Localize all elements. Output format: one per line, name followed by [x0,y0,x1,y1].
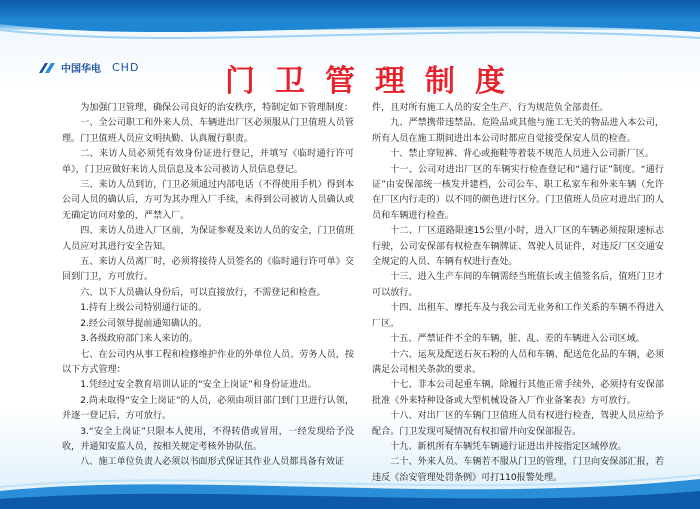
rule-paragraph: 件，且对所有施工人员的安全生产、行为规范负全部责任。 [372,103,609,113]
logo-text: 中国华电 [61,64,101,75]
top-wave-decoration [0,18,700,58]
rule-paragraph: 十二、厂区道路限速15公里/小时，进入厂区的车辆必须按限速标志行驶，公司安保部有权检查车辆牌证、驾驶人员证件，对违反厂区交通安全规定的人员、车辆有权进行查处。 [372,226,664,268]
rule-paragraph: 为加强门卫管理，确保公司良好的治安秩序，特制定如下管理制度： [80,103,354,113]
rule-paragraph: 十五、严禁证件不全的车辆，脏、乱、差的车辆进入公司区域。 [390,334,645,345]
bottom-wave-decoration [0,461,700,509]
rule-paragraph: 3.“安全上岗证”只限本人使用，不得转借或冒用，一经发现给予没收，并通知安监人员，按相关规定考核外协队伍。 [62,426,354,452]
rule-paragraph: 四、来访人员进入厂区前，为保证参观及来访人员的安全，门卫值班人员应对其进行安全告知。 [62,226,354,252]
rule-paragraph: 十六、运灰及配送石灰石粉的人员和车辆、配送危化品的车辆，必须满足公司相关条款的要求。 [372,349,664,375]
rule-paragraph: 八、施工单位负责人必须以书面形式保证其作业人员都具备有效证 [80,457,344,468]
rule-paragraph: 2.尚未取得“安全上岗证”的人员，必须由项目部门到门卫进行认领，并逐一登记后，方可放行。 [62,395,354,422]
rule-paragraph: 十七、非本公司起重车辆，除履行其他正常手续外，必须持有安保部批准《外来特种设备或大型机械设备入厂作业备案表》方可放行。 [372,380,664,406]
company-logo [38,60,139,75]
rule-paragraph: 十三、进入生产车间的车辆需经当班值长或主值签名后，值班门卫才可以放行。 [372,272,664,298]
rule-paragraph: 2.经公司领导提前通知确认的。 [80,318,208,329]
rule-paragraph: 二、来访人员必须凭有效身份证进行登记，并填写《临时通行许可单》，门卫应做好来访人员信息及本公司被访人员信息登记。 [62,149,354,175]
rules-right-column [372,101,664,486]
rule-paragraph: 1.凭经过安全教育培训认证的“安全上岗证”和身份证进出。 [80,380,317,391]
rule-paragraph: 一、全公司职工和外来人员、车辆进出厂区必须服从门卫值班人员管理。门卫值班人员应文明执勤、认真履行职责。 [62,118,354,144]
page-title: 门卫管理制度 [225,64,525,99]
rule-paragraph: 三、来访人员到访，门卫必须通过内部电话（不得使用手机）得到本公司人员的确认后，方可为其办理入厂手续，未得到公司被访人员确认或无确定访问对象的，严禁入厂。 [62,180,354,221]
rule-paragraph: 十一、公司对进出厂区的车辆实行检查登记和“通行证”制度。“通行证”由安保部统一核发并建档，公司公车、职工私家车和外来车辆（允许在厂区内行走的）以不同的颜色进行区分。门卫值班人员应对进出门的人员和车辆进行检查。 [372,164,664,221]
rule-paragraph: 五、来访人员离厂时，必须将接待人员签名的《临时通行许可单》交回到门卫，方可放行。 [62,257,354,283]
rules-left-column [62,101,354,471]
rule-paragraph: 十四、出租车、摩托车及与我公司无业务和工作关系的车辆不得进入厂区。 [372,303,664,329]
rule-paragraph: 九、严禁携带违禁品、危险品或其他与施工无关的物品进入本公司，所有人员在施工期间进出本公司时都应自觉接受保安人员的检查。 [372,118,664,144]
rule-paragraph: 十、禁止穿短裤、背心或拖鞋等着装不规范人员进入公司新厂区。 [390,149,654,160]
rule-paragraph: 十九、新机所有车辆凭车辆通行证进出并按指定区域停放。 [390,441,627,452]
logo-english: CHD [112,61,140,74]
rule-paragraph: 3.各级政府部门来人来访的。 [80,334,198,345]
rule-paragraph: 七、在公司内从事工程和检修维护作业的外单位人员、劳务人员，按以下方式管理： [62,349,354,375]
chd-logo-icon [38,62,56,74]
rule-paragraph: 二十、外来人员、车辆若不服从门卫的管理，门卫向安保部汇报，若违反《治安管理处罚条例》可打110报警处理。 [372,457,664,483]
rule-paragraph: 十八、对出厂区的车辆门卫值班人员有权进行检查，驾驶人员应给予配合。门卫发现可疑情况有权扣留并向安保部报告。 [372,411,664,437]
rule-paragraph: 六、以下人员确认身份后，可以直接放行，不需登记和检查。 [80,287,326,298]
rule-paragraph: 1.持有上级公司特别通行证的。 [80,303,208,314]
